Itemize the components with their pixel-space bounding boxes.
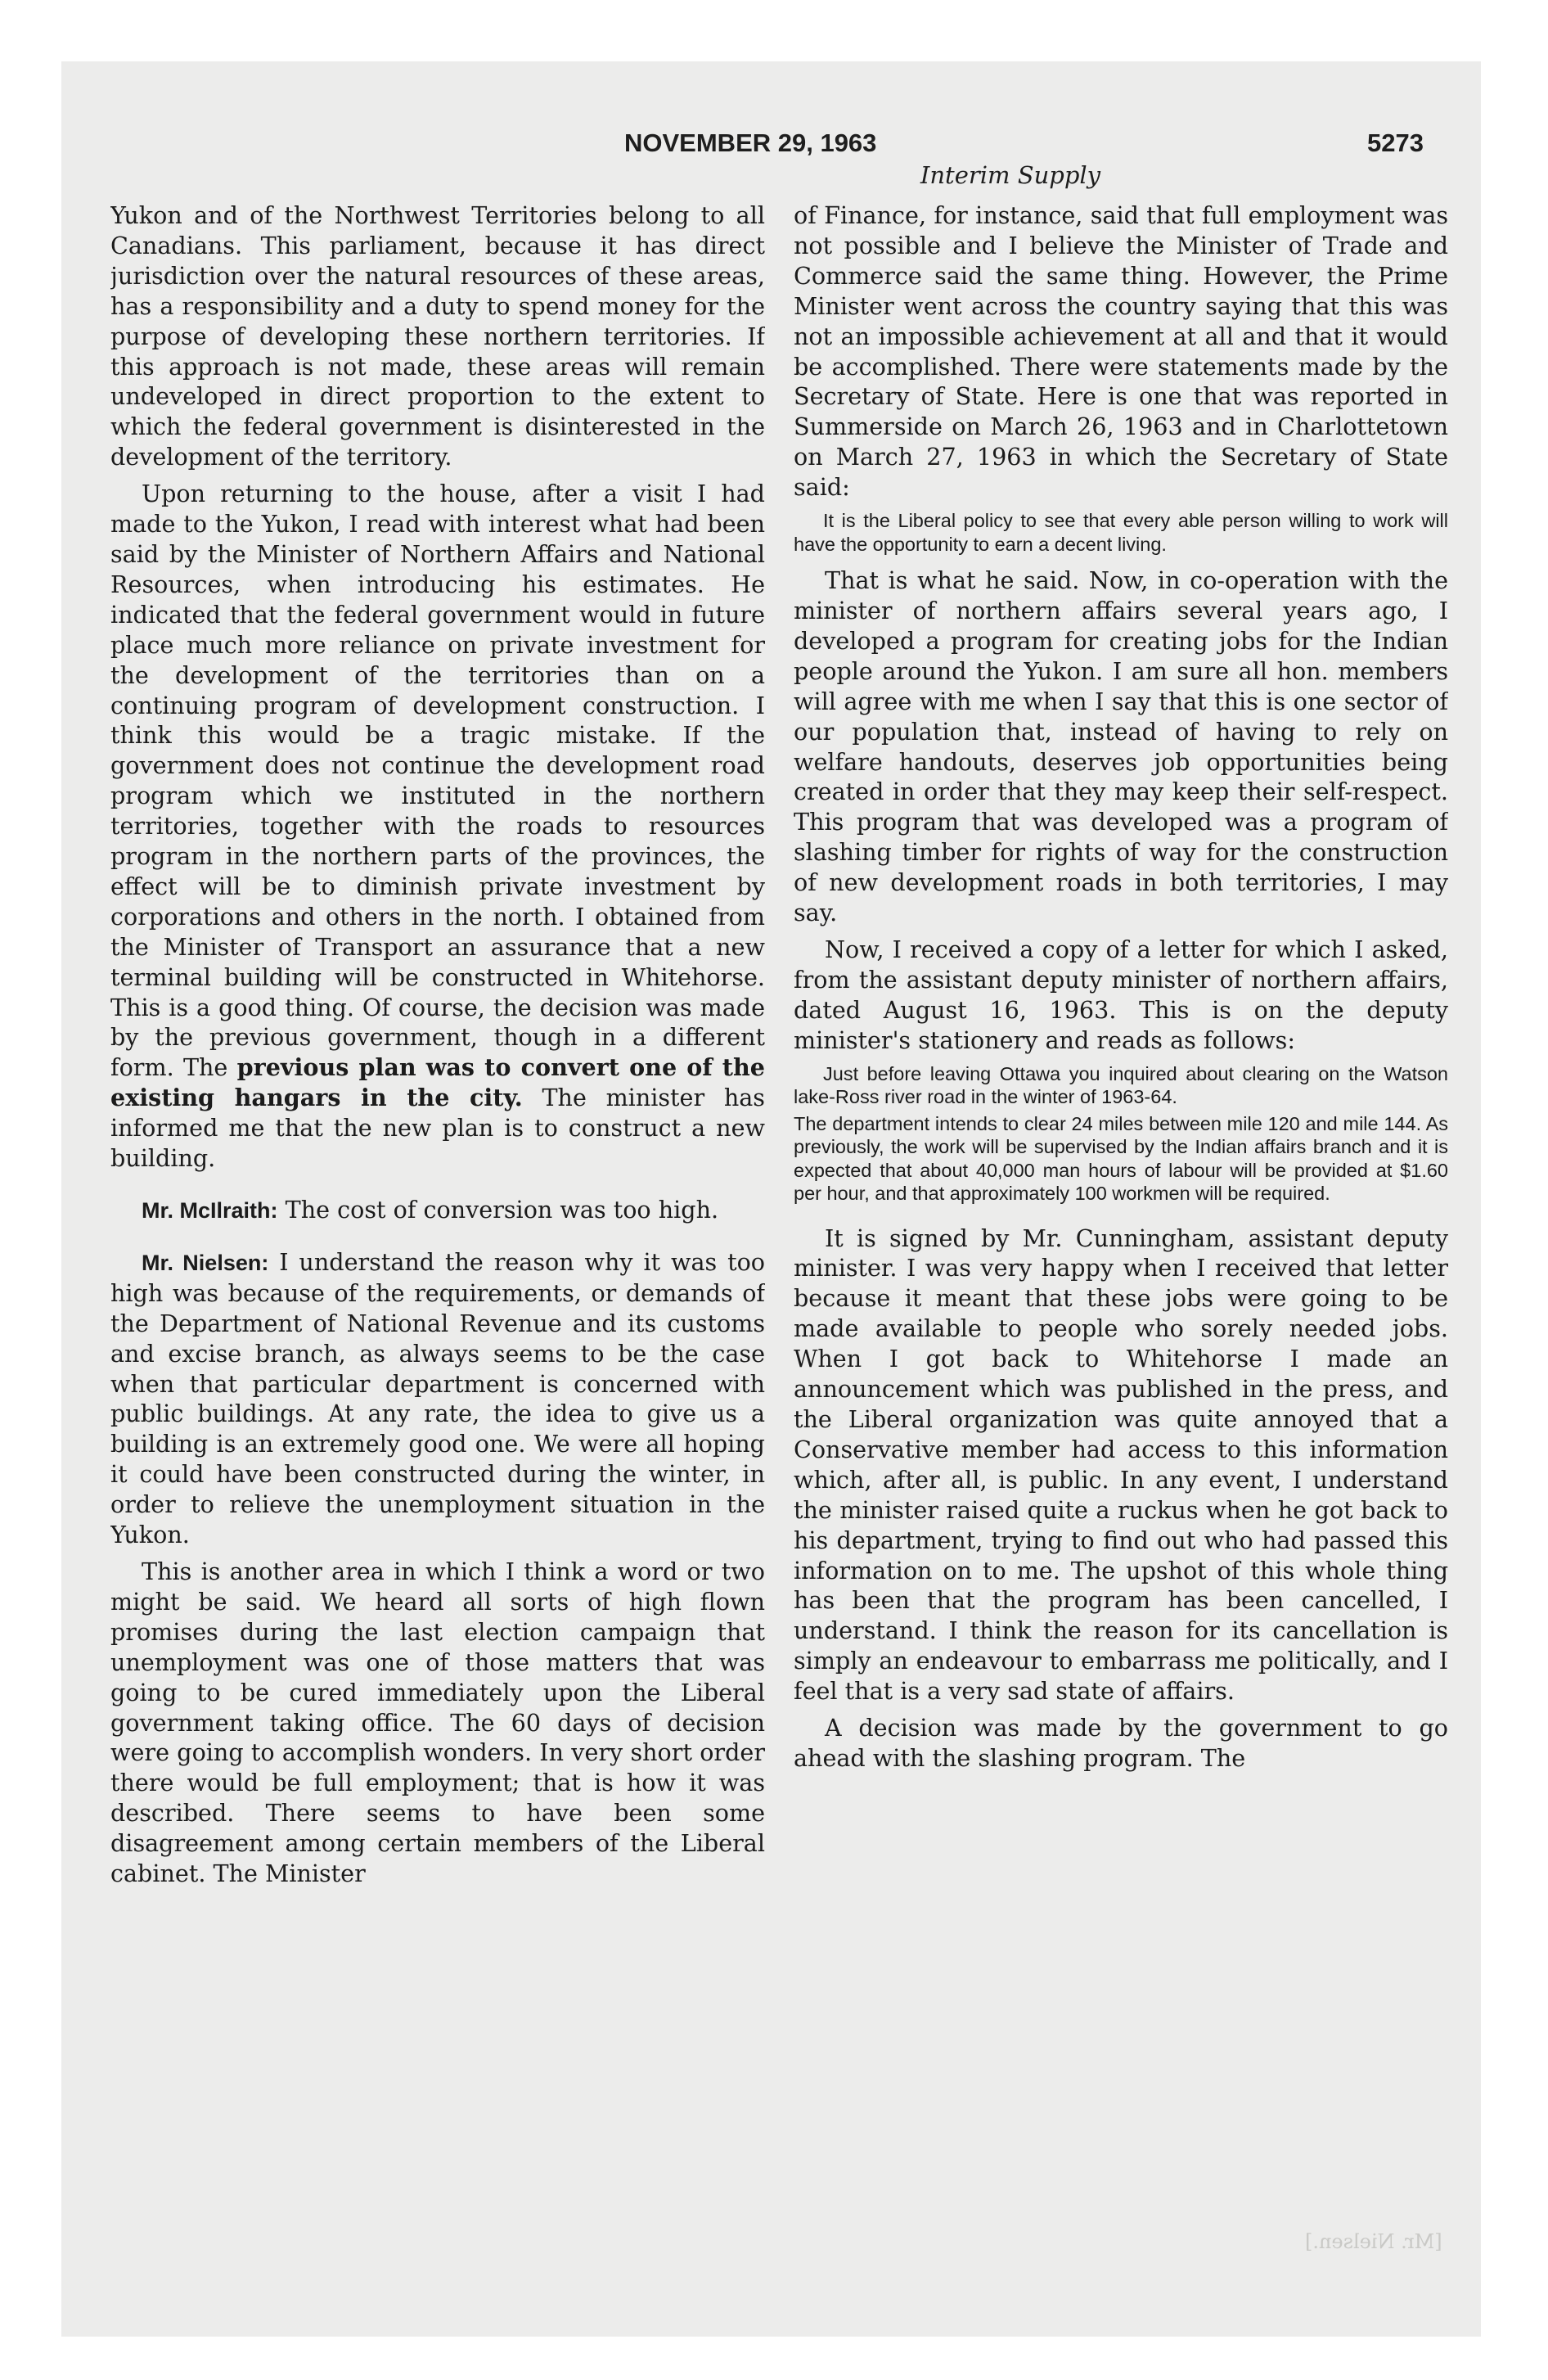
paragraph-text: The minister has informed me that the new plan is to construct a new building.	[110, 1084, 765, 1173]
paragraph: That is what he said. Now, in co-operation with the minister of northern affairs several years ago, I developed a program for creating jobs for the Indian people around the Yukon. I am sure all hon. members will agree with me when I say that this is one sector of our population that, instead of having to rely on welfare handouts, deserves job opportunities being created in order that they may keep their self-respect. This program that was developed was a program of slashing timber for rights of way for the construction of new development roads in both territories, I may say.	[794, 566, 1448, 927]
paragraph	[110, 479, 765, 1174]
bleed-through-text: [Mr. Nielsen.]	[1305, 2230, 1442, 2253]
right-column	[794, 201, 1448, 2279]
section-title: Interim Supply	[920, 161, 1101, 189]
left-column	[110, 201, 765, 2279]
paragraph: Now, I received a copy of a letter for which I asked, from the assistant deputy minister of northern affairs, dated August 16, 1963. This is on the deputy minister's stationery and reads as follows:	[794, 935, 1448, 1054]
paragraph: This is another area in which I think a word or two might be said. We heard all sorts of high flown promises during the last election campaign that unemployment was one of those matters that was going to be cured immediately upon the Liberal government taking office. The 60 days of decision were going to accomplish wonders. In very short order there would be full employment; that is how it was described. There seems to have been some disagreement among certain members of the Liberal cabinet. The Minister	[110, 1557, 765, 1888]
block-quote: Just before leaving Ottawa you inquired about clearing on the Watson lake-Ross river road in the winter of 1963-64.	[794, 1062, 1448, 1108]
page-header	[61, 128, 1481, 189]
speech-nielsen	[110, 1247, 765, 1550]
speaker-name: Mr. McIlraith:	[142, 1198, 278, 1223]
paragraph: A decision was made by the government to go ahead with the slashing program. The	[794, 1714, 1448, 1772]
header-date: NOVEMBER 29, 1963	[624, 128, 877, 157]
speech-text: I understand the reason why it was too high was because of the requirements, or demands of the Department of National Revenue and its customs and excise branch, as always seems to be the case when that particular department is concerned with public buildings. At any rate, the idea to give us a building is an extremely good one. We were all hoping it could have been constructed during the winter, in order to relieve the unemployment situation in the Yukon.	[110, 1247, 765, 1549]
emphasized-text: previous plan was to convert one of the existing hangars in the city.	[110, 1053, 765, 1112]
page-number: 5273	[1367, 128, 1424, 157]
speech-text: The cost of conversion was too high.	[285, 1196, 719, 1224]
paragraph-text: Upon returning to the house, after a visit I had made to the Yukon, I read with interest what had been said by the Minister of Northern Affairs and National Resources, when introducing his estimates. He indicated that the federal government would in future place much more reliance on private investment for the development of the territories than on a continuing program of development construction. I think this would be a tragic mistake. If the government does not continue the development road program which we instituted in the northern territories, together with the roads to resources program in the northern parts of the provinces, the effect will be to diminish private investment by corporations and others in the north. I obtained from the Minister of Transport an assurance that a new terminal building will be constructed in Whitehorse. This is a good thing. Of course, the decision was made by the previous government, though in a different form. The	[110, 480, 765, 1082]
block-quote: The department intends to clear 24 miles between mile 120 and mile 144. As previously, the work will be supervised by the Indian affairs branch and it is expected that about 40,000 man hours of labour will be provided at $1.60 per hour, and that approximately 100 workmen will be required.	[794, 1112, 1448, 1205]
page-sheet	[61, 61, 1481, 2337]
speaker-name: Mr. Nielsen:	[142, 1250, 269, 1275]
paragraph: Yukon and of the Northwest Territories belong to all Canadians. This parliament, because it has direct jurisdiction over the natural resources of these areas, has a responsibility and a duty to spend money for the purpose of developing these northern territories. If this approach is not made, these areas will remain undeveloped in direct proportion to the extent to which the federal government is disinterested in the development of the territory.	[110, 201, 765, 471]
speech-mcilraith	[110, 1195, 765, 1226]
paragraph: It is signed by Mr. Cunningham, assistant deputy minister. I was very happy when I received that letter because it meant that these jobs were going to be made available to people who sorely needed jobs. When I got back to Whitehorse I made an announcement which was published in the press, and the Liberal organization was quite annoyed that a Conservative member had access to this information which, after all, is public. In any event, I understand the minister raised quite a ruckus when he got back to his department, trying to find out who had passed this information on to me. The upshot of this whole thing has been that the program has been cancelled, I understand. I think the reason for its cancellation is simply an endeavour to embarrass me politically, and I feel that is a very sad state of affairs.	[794, 1224, 1448, 1706]
paragraph: of Finance, for instance, said that full employment was not possible and I believe the Minister of Trade and Commerce said the same thing. However, the Prime Minister went across the country saying that this was not an impossible achievement at all and that it would be accomplished. There were statements made by the Secretary of State. Here is one that was reported in Summerside on March 26, 1963 and in Charlottetown on March 27, 1963 in which the Secretary of State said:	[794, 201, 1448, 502]
block-quote: It is the Liberal policy to see that every able person willing to work will have the opportunity to earn a decent living.	[794, 510, 1448, 555]
